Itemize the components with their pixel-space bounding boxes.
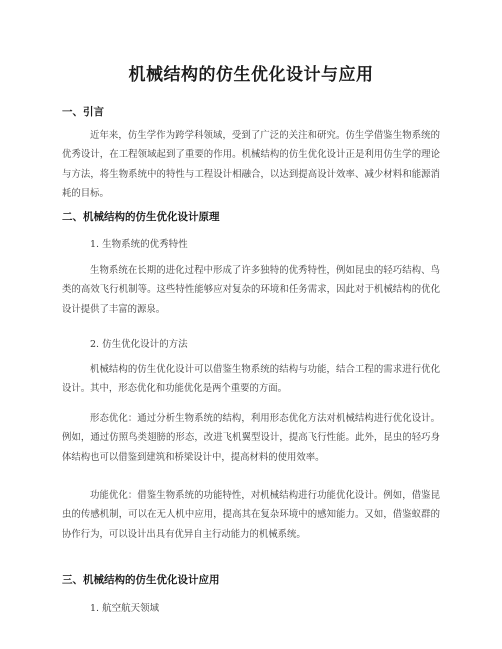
paragraph-bio-traits: 生物系统在长期的进化过程中形成了许多独特的优秀特性，例如昆虫的轻巧结构、鸟类的高效飞行机制等。这些特性能够应对复杂的环境和任务需求，因此对于机械结构的优化设计提供了丰富的源泉。 [62,265,440,315]
subsection-heading-methods: 2. 仿生优化设计的方法 [90,339,188,350]
section-heading-intro: 一、引言 [62,106,104,118]
section-heading-application: 三、机械结构的仿生优化设计应用 [62,574,220,586]
document-title: 机械结构的仿生优化设计与应用 [128,65,374,85]
section-heading-principle: 二、机械结构的仿生优化设计原理 [62,211,220,223]
paragraph-form-optimization: 形态优化：通过分析生物系统的结构，利用形态优化方法对机械结构进行优化设计。例如，通过仿照鸟类翅膀的形态，改进飞机翼型设计，提高飞行性能。此外，昆虫的轻巧身体结构也可以借鉴到建筑和桥梁设计中，提高材料的使用效率。 [62,413,440,463]
paragraph-methods: 机械结构的仿生优化设计可以借鉴生物系统的结构与功能，结合工程的需求进行优化设计。其中，形态优化和功能优化是两个重要的方面。 [62,364,440,395]
paragraph-intro: 近年来，仿生学作为跨学科领域，受到了广泛的关注和研究。仿生学借鉴生物系统的优秀设计，在工程领域起到了重要的作用。机械结构的仿生优化设计正是利用仿生学的理论与方法，将生物系统中的特性与工程设计相融合，以达到提高设计效率、减少材料和能源消耗的目标。 [62,130,440,199]
subsection-heading-aerospace: 1. 航空航天领域 [90,603,160,614]
paragraph-function-optimization: 功能优化：借鉴生物系统的功能特性，对机械结构进行功能优化设计。例如，借鉴昆虫的传感机制，可以在无人机中应用，提高其在复杂环境中的感知能力。又如，借鉴蚁群的协作行为，可以设计出具有优异自主行动能力的机械系统。 [62,490,440,540]
subsection-heading-bio-traits: 1. 生物系统的优秀特性 [90,239,188,250]
